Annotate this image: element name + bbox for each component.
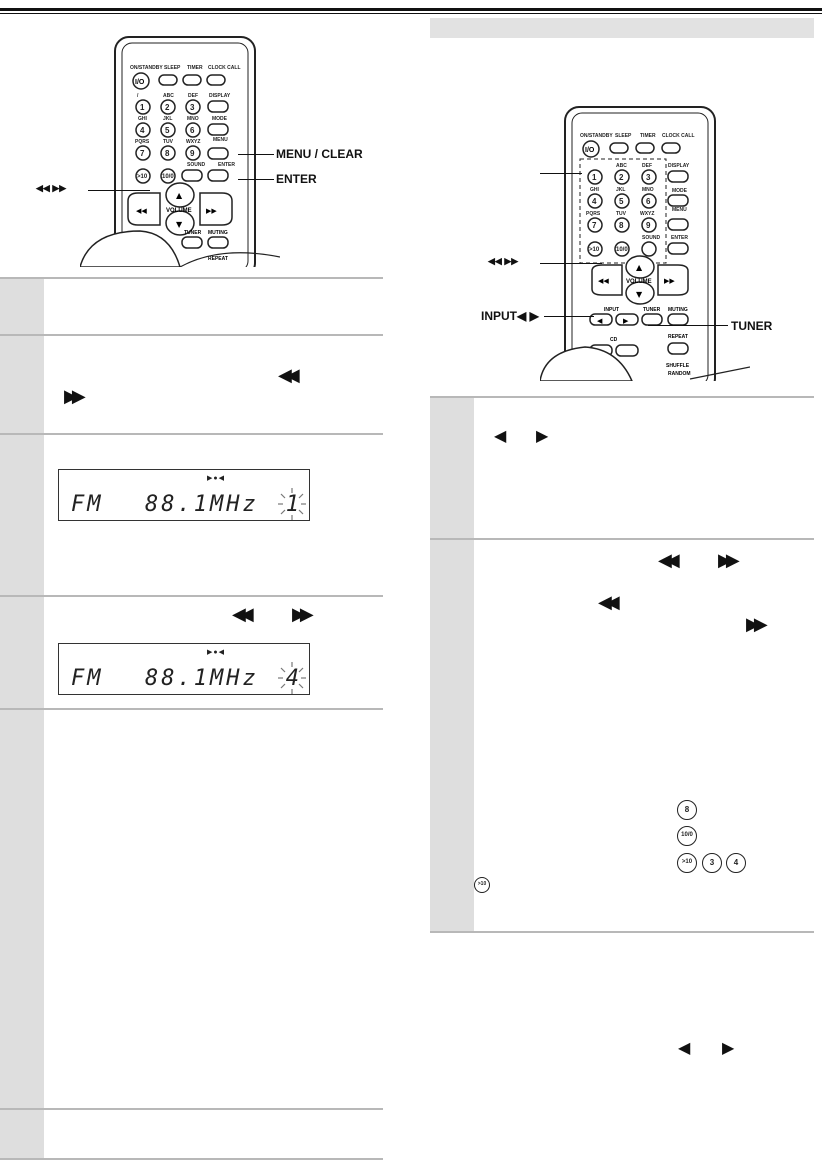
- button-over10-icon: >10: [677, 853, 697, 873]
- svg-text:DISPLAY: DISPLAY: [668, 163, 690, 169]
- next-skip-icon: ▶▶: [718, 550, 734, 571]
- left-arrow-icon: ◀: [494, 426, 507, 445]
- svg-text:ON/STANDBY: ON/STANDBY: [580, 133, 613, 139]
- svg-text:>10: >10: [589, 247, 600, 253]
- svg-text:MNO: MNO: [187, 116, 199, 122]
- display-frequency: 88.1MHz: [145, 492, 259, 517]
- display-frequency: 88.1MHz: [145, 666, 259, 691]
- display-channel: 4: [285, 666, 299, 691]
- svg-text:MNO: MNO: [642, 187, 654, 193]
- svg-text:9: 9: [190, 149, 195, 158]
- svg-text:▶: ▶: [623, 317, 629, 325]
- input-callout: INPUT◀ ▶: [481, 309, 539, 323]
- svg-text:PQRS: PQRS: [586, 211, 601, 217]
- svg-text:6: 6: [646, 197, 651, 206]
- svg-text:TUV: TUV: [163, 139, 173, 145]
- svg-text:ON/STANDBY: ON/STANDBY: [130, 65, 163, 71]
- menu-clear-leader: [238, 154, 274, 155]
- svg-text:7: 7: [592, 221, 597, 230]
- svg-text:1: 1: [592, 173, 597, 182]
- svg-text:◀◀: ◀◀: [136, 207, 147, 215]
- svg-text:SHUFFLE: SHUFFLE: [666, 363, 690, 369]
- step-panel-right-1: [430, 396, 814, 538]
- svg-text:I/O: I/O: [585, 147, 595, 154]
- digits-leader: [540, 173, 582, 174]
- tuner-callout: TUNER: [731, 319, 773, 333]
- tuning-indicator: ▶●◀: [207, 475, 225, 482]
- svg-text:▼: ▼: [176, 220, 183, 229]
- svg-text:DEF: DEF: [188, 93, 198, 99]
- svg-text:6: 6: [190, 126, 195, 135]
- prev-skip-icon: ◀◀: [658, 550, 674, 571]
- svg-text:CLOCK CALL: CLOCK CALL: [208, 65, 241, 71]
- svg-text:ENTER: ENTER: [218, 162, 235, 168]
- button-over10-icon: >10: [474, 877, 490, 893]
- svg-text:INPUT: INPUT: [604, 307, 619, 313]
- step-tab: [0, 279, 44, 334]
- svg-text:VOLUME: VOLUME: [626, 279, 652, 285]
- next-skip-icon: ▶▶: [64, 386, 80, 407]
- svg-text:▶▶: ▶▶: [206, 207, 217, 215]
- step-panel-4: [0, 595, 383, 708]
- svg-text:REPEAT: REPEAT: [668, 334, 688, 340]
- skip-callout-left: ◀◀ ▶▶: [36, 183, 67, 193]
- svg-text:▼: ▼: [636, 290, 643, 299]
- svg-text:SOUND: SOUND: [642, 235, 661, 241]
- display-band: FM: [71, 666, 104, 691]
- svg-text:8: 8: [165, 149, 170, 158]
- right-arrow-icon: ▶: [536, 426, 549, 445]
- step-tab: [0, 710, 44, 1108]
- svg-text:DISPLAY: DISPLAY: [209, 93, 231, 99]
- skip-leader-right: [540, 263, 602, 264]
- header-rule: [0, 8, 822, 11]
- step-panel-1: [0, 277, 383, 334]
- svg-text:10/0: 10/0: [162, 174, 174, 180]
- svg-text:TUNER: TUNER: [643, 307, 661, 313]
- svg-text:10/0: 10/0: [616, 247, 628, 253]
- svg-text:2: 2: [619, 173, 624, 182]
- svg-text:>10: >10: [137, 174, 148, 180]
- svg-text:2: 2: [165, 103, 170, 112]
- input-leader: [544, 316, 594, 317]
- fm-display-2: [58, 643, 310, 695]
- svg-text:TIMER: TIMER: [187, 65, 203, 71]
- section-header-band: [430, 18, 814, 38]
- svg-text:JKL: JKL: [616, 187, 626, 193]
- skip-callout-right: ◀◀ ▶▶: [488, 256, 519, 266]
- svg-text:MENU: MENU: [672, 207, 687, 213]
- svg-text:MENU: MENU: [213, 137, 228, 143]
- svg-text:5: 5: [165, 126, 170, 135]
- svg-text:MODE: MODE: [672, 188, 687, 194]
- svg-text:SLEEP: SLEEP: [615, 133, 632, 139]
- svg-text:◀: ◀: [597, 317, 603, 325]
- enter-leader: [238, 179, 274, 180]
- button-3-icon: 3: [702, 853, 722, 873]
- svg-text:MODE: MODE: [212, 116, 227, 122]
- svg-text:4: 4: [140, 126, 145, 135]
- step-tab: [0, 1110, 44, 1158]
- svg-text:REPEAT: REPEAT: [208, 256, 228, 262]
- step-panel-5: [0, 708, 383, 1108]
- svg-text:4: 4: [592, 197, 597, 206]
- tuning-indicator: ▶●◀: [207, 649, 225, 656]
- prev-skip-icon: ◀◀: [232, 604, 248, 625]
- enter-callout: ENTER: [276, 172, 317, 186]
- svg-text:GHI: GHI: [138, 116, 147, 122]
- svg-text:ENTER: ENTER: [671, 235, 688, 241]
- svg-text:MUTING: MUTING: [668, 307, 688, 313]
- svg-text:JKL: JKL: [163, 116, 173, 122]
- svg-text:WXYZ: WXYZ: [186, 139, 201, 145]
- button-4-icon: 4: [726, 853, 746, 873]
- button-8-icon: 8: [677, 800, 697, 820]
- svg-text:PQRS: PQRS: [135, 139, 150, 145]
- svg-text:▲: ▲: [636, 263, 643, 272]
- svg-text:ABC: ABC: [163, 93, 174, 99]
- svg-text:▲: ▲: [176, 191, 183, 200]
- svg-text:CD: CD: [610, 337, 618, 343]
- svg-text:WXYZ: WXYZ: [640, 211, 655, 217]
- step-panel-3: [0, 433, 383, 595]
- step-panel-2: [0, 334, 383, 433]
- prev-skip-icon: ◀◀: [598, 592, 614, 613]
- svg-text:3: 3: [190, 103, 195, 112]
- svg-text:RANDOM: RANDOM: [668, 371, 691, 377]
- svg-text:◀◀: ◀◀: [598, 277, 609, 285]
- step-tab: [430, 540, 474, 931]
- svg-text:/: /: [137, 93, 139, 99]
- step-tab: [0, 597, 44, 708]
- svg-text:5: 5: [619, 197, 624, 206]
- svg-text:TUNER: TUNER: [184, 230, 202, 236]
- svg-text:7: 7: [140, 149, 145, 158]
- svg-text:CLOCK CALL: CLOCK CALL: [662, 133, 695, 139]
- svg-text:SLEEP: SLEEP: [164, 65, 181, 71]
- step-panel-6: [0, 1108, 383, 1160]
- tuner-leader: [648, 325, 728, 326]
- header-rule-thin: [0, 13, 822, 14]
- svg-text:MUTING: MUTING: [208, 230, 228, 236]
- prev-skip-icon: ◀◀: [278, 365, 294, 386]
- svg-text:8: 8: [619, 221, 624, 230]
- step-tab: [430, 398, 474, 538]
- display-channel: 1: [285, 492, 299, 517]
- svg-text:I/O: I/O: [135, 79, 145, 86]
- right-arrow-icon: ▶: [722, 1038, 735, 1057]
- svg-text:VOLUME: VOLUME: [166, 208, 192, 214]
- svg-text:SOUND: SOUND: [187, 162, 206, 168]
- button-10-0-icon: 10/0: [677, 826, 697, 846]
- left-arrow-icon: ◀: [678, 1038, 691, 1057]
- svg-text:9: 9: [646, 221, 651, 230]
- fm-display-1: [58, 469, 310, 521]
- svg-text:DEF: DEF: [642, 163, 652, 169]
- svg-text:TUV: TUV: [616, 211, 626, 217]
- svg-text:3: 3: [646, 173, 651, 182]
- display-band: FM: [71, 492, 104, 517]
- skip-leader-left: [88, 190, 150, 191]
- next-skip-icon: ▶▶: [292, 604, 308, 625]
- step-panel-right-2: [430, 538, 814, 933]
- svg-text:ABC: ABC: [616, 163, 627, 169]
- svg-text:1: 1: [140, 103, 145, 112]
- svg-text:GHI: GHI: [590, 187, 599, 193]
- svg-text:TIMER: TIMER: [640, 133, 656, 139]
- menu-clear-callout: MENU / CLEAR: [276, 147, 363, 161]
- svg-text:▶▶: ▶▶: [664, 277, 675, 285]
- step-tab: [0, 435, 44, 595]
- remote-illustration-left: [80, 35, 280, 267]
- step-tab: [0, 336, 44, 433]
- remote-illustration-right: [540, 105, 750, 381]
- next-skip-icon: ▶▶: [746, 614, 762, 635]
